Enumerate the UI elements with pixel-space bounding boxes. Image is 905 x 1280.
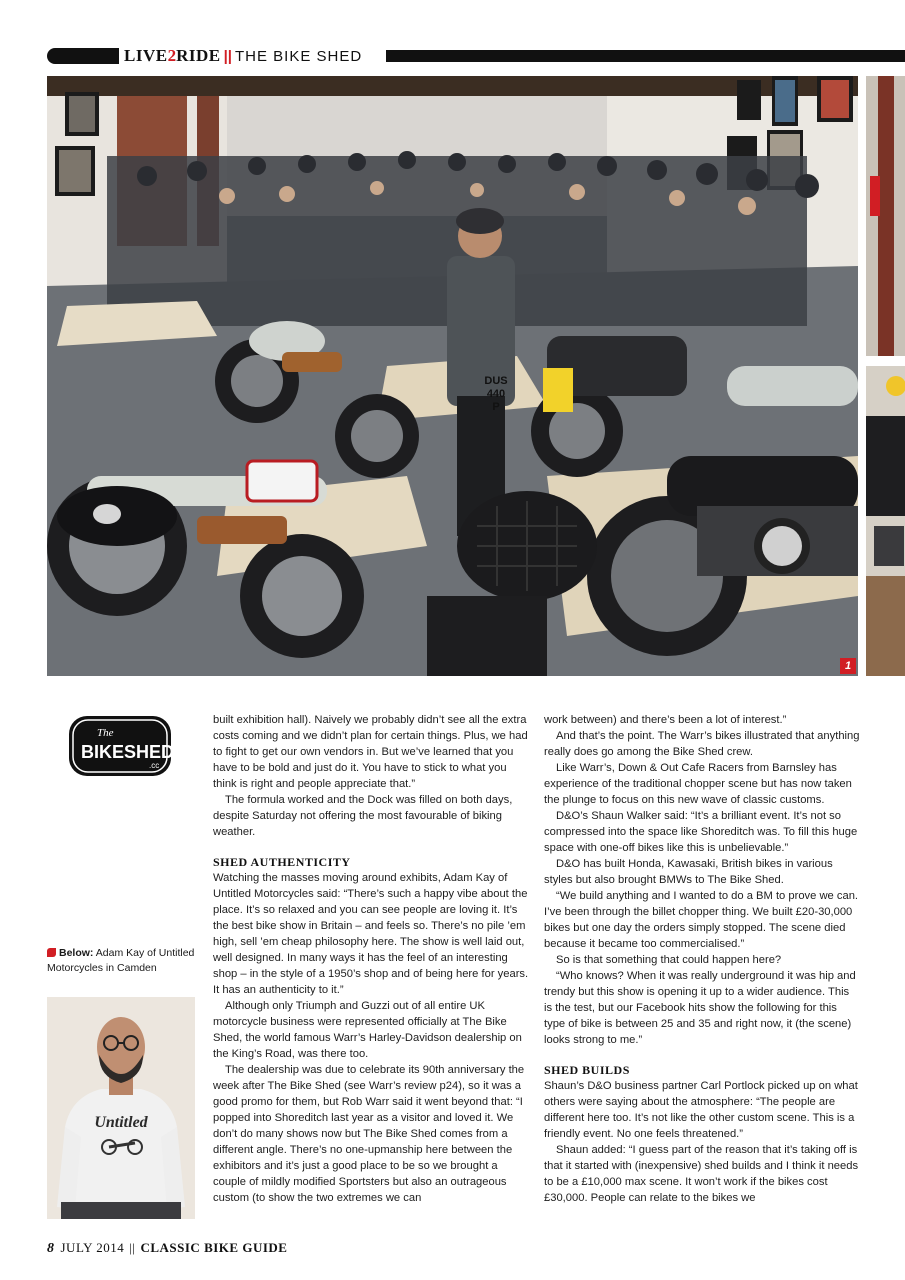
paragraph: Shaun added: “I guess part of the reason that it’s taking off is that it started with (inexpensive) shed builds and I think it needs to be a £10,000 max scene. It won’t work if the bikes cost £30,000. People can relate to the bikes we [544,1144,859,1204]
paragraph: “We build anything and I wanted to do a BM to prove we can. I’ve been through the billet chopper thing. We built £20-30,000 bikes but one day the orders simply stopped. The scene died because it became too commercialised.” [544,890,859,950]
header-separator: || [223,47,232,65]
bikeshed-logo [67,714,173,778]
logo-the: The [97,727,114,739]
magazine-name: CLASSIC BIKE GUIDE [140,1240,288,1255]
brand-ride: RIDE [176,46,221,65]
brand-two: 2 [167,46,177,65]
subheading-shed-authenticity: SHED AUTHENTICITY [213,855,351,869]
header-bar-left [47,48,119,64]
caption-text: Adam Kay of Untitled Motorcycles in Camden [47,947,195,974]
paragraph: “Who knows? When it was really underground it was hip and trendy but this show is opening it up to a wider audience. This is the test, but our Facebook hits show the following for this type of bike is between 25 and 35 and right now, it (the scene) looks strong to me.” [544,970,856,1046]
brand-live: LIVE [124,46,168,65]
plate-line3: P [492,401,500,413]
page-number: 8 [47,1241,55,1256]
plate-line2: 440 [486,388,506,400]
issue-date: JULY 2014 [60,1240,125,1255]
photo-number: 1 [840,658,856,674]
page-footer [47,1240,287,1257]
photo-caption [47,946,202,976]
exhibition-hall-illustration [47,76,858,676]
logo-name: BIKESHED [81,742,173,762]
paragraph: D&O has built Honda, Kawasaki, British bikes in various styles but also brought BMWs to The Bike Shed. [544,858,833,886]
header-bar-right [386,50,905,62]
main-photo [47,76,858,676]
logo-suffix: .cc [149,761,160,770]
paragraph: And that’s the point. The Warr’s bikes illustrated that anything really does go among the Bike Shed crew. [544,730,860,758]
paragraph: Watching the masses moving around exhibits, Adam Kay of Untitled Motorcycles said: “There’s such a happy vibe about the place. It’s so relaxed and you can see people are loving it. It’s the best bike show in Britain – and feels so. There’s no pile ’em high, sell ’em cheap philosophy here. The show is well laid out, well designed. In many ways it has the feel of an interesting shop – in the style of a 1950’s shop and of being here for years. It has an authenticity to it.” [213,872,529,996]
paragraph: So is that something that could happen here? [556,954,782,966]
paragraph: Like Warr’s, Down & Out Cafe Racers from Barnsley has experience of the traditional chopper scene but has now taken the plunge to focus on this new wave of classic customs. [544,762,852,806]
paragraph: The dealership was due to celebrate its 90th anniversary the week after The Bike Shed (see Warr’s review p24), so it was a good promo for them, but Rob Warr said it went beyond that: “I popped into Shoreditch last year as a visitor and loved it. We don’t do many shows now but The Bike Shed comes from a different angle. There’s no one-upmanship here between the exhibitors and it’s just a good place to be so we brought a couple of mildly modified Sportsters but also an outrageous custom (to show the two extremes we can [213,1064,525,1204]
article-column-2 [544,712,860,1206]
article-column-1 [213,712,529,1206]
plate-line1: DUS [484,375,508,387]
caption-bullet [47,948,56,957]
paragraph: D&O’s Shaun Walker said: “It’s a brilliant event. It’s not so compressed into the space like Shoreditch was. To fill this huge space with one-off bikes like this is unbelievable.” [544,810,858,854]
paragraph: work between) and there’s been a lot of interest.” [544,714,787,726]
section-header [124,46,362,66]
side-photo-illustration [866,76,905,676]
paragraph: built exhibition hall). Naively we probably didn’t see all the extra costs coming and we didn’t plan for certain things. Plus, we had to fight to get our own vendors in. But we’ve learned that you have to be bold and just do it. You have to stick to what you think is right and people appreciate that.” [213,714,528,790]
paragraph: Shaun’s D&O business partner Carl Portlock picked up on what others were saying about the atmosphere: “The people are different here too. It’s not like the other custom scene. This is a friendly event. No one feels threatened.” [544,1080,858,1140]
portrait-photo [47,997,195,1219]
paragraph: Although only Triumph and Guzzi out of all entire UK motorcycle business were represented officially at The Bike Shed, the world famous Warr’s Harley-Davidson dealership on the King’s Road, was there too. [213,1000,522,1060]
paragraph: The formula worked and the Dock was filled on both days, despite Saturday not offering the most favourable of biking weather. [213,794,513,838]
caption-label: Below: [59,947,94,959]
shirt-text: Untitled [94,1114,148,1131]
section-title: THE BIKE SHED [235,47,363,65]
footer-separator: || [129,1240,136,1255]
side-photo-strip [866,76,905,676]
subheading-shed-builds: SHED BUILDS [544,1063,630,1077]
